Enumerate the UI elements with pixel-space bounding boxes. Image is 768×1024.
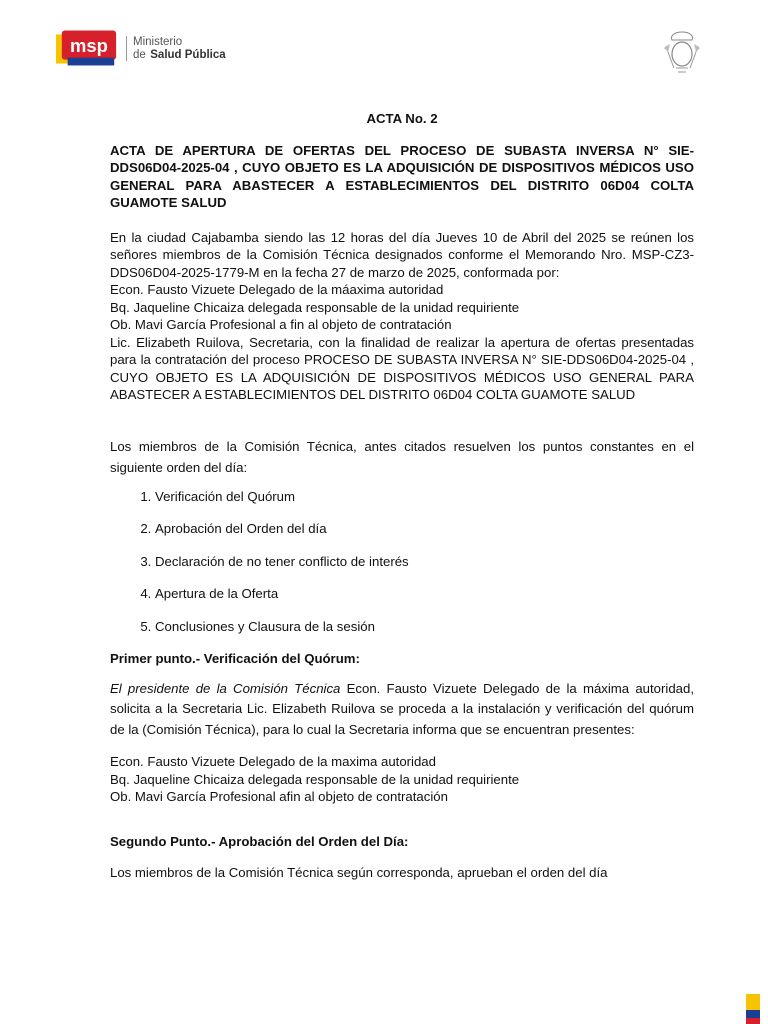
present-member-line: Econ. Fausto Vizuete Delegado de la maxima autoridad	[110, 754, 436, 769]
ministry-line2-prefix: de	[133, 48, 146, 61]
page-header	[0, 0, 768, 90]
national-seal-icon	[660, 28, 704, 76]
agenda-list	[110, 488, 694, 635]
first-point-paragraph	[110, 679, 694, 741]
member-line: Bq. Jaqueline Chicaiza delegada responsable de la unidad requiriente	[110, 299, 520, 315]
first-point-italic: El presidente de la Comisión Técnica	[110, 680, 341, 696]
ministry-name	[126, 36, 226, 61]
intro-paragraph: En la ciudad Cajabamba siendo las 12 horas del día Jueves 10 de Abril del 2025 se reúnen los señores miembros de la Comisión Técnica designados conforme el Memorando Nro. MSP-CZ3-DDS06D04-2025-1779-M en la fecha 27 de marzo de 2025, conformada por:	[110, 229, 694, 280]
present-members	[110, 753, 694, 806]
member-line: Ob. Mavi García Profesional a fin al objeto de contratación	[110, 317, 452, 332]
acta-title: ACTA No. 2	[366, 111, 438, 126]
msp-logo-mark	[56, 28, 120, 68]
acta-subject: ACTA DE APERTURA DE OFERTAS DEL PROCESO DE SUBASTA INVERSA N° SIE-DDS06D04-2025-04 , CUYO OBJETO ES LA ADQUISICIÓN DE DISPOSITIVOS MÉDICOS USO GENERAL PARA ABASTECER A ESTABLECIMIENTOS DEL DISTRITO 06D04 COLTA GUAMOTE SALUD	[110, 142, 694, 210]
logo-text: msp	[70, 34, 108, 56]
agenda-item: 2. Aprobación del Orden del día	[155, 520, 694, 537]
secretary-paragraph: Lic. Elizabeth Ruilova, Secretaria, con la finalidad de realizar la apertura de ofertas presentadas para la contratación del proceso PROCESO DE SUBASTA INVERSA N° SIE-DDS06D04-2025-04 , CUYO OBJETO ES LA ADQUISICIÓN DE DISPOSITIVOS MÉDICOS USO GENERAL PARA ABASTECER A ESTABLECIMIENTOS DEL DISTRITO 06D04 COLTA GUAMOTE SALUD	[110, 334, 694, 402]
first-point-title: Primer punto.- Verificación del Quórum:	[110, 651, 360, 666]
agenda-item: 4. Apertura de la Oferta	[155, 585, 694, 602]
ministry-line1: Ministerio	[133, 35, 183, 48]
present-member-line: Ob. Mavi García Profesional afin al objeto de contratación	[110, 789, 448, 804]
second-point-title: Segundo Punto.- Aprobación del Orden del Día:	[110, 833, 409, 849]
agenda-intro: Los miembros de la Comisión Técnica, antes citados resuelven los puntos constantes en el siguiente orden del día:	[110, 438, 694, 475]
footer-color-bar	[746, 994, 760, 1024]
member-line: Econ. Fausto Vizuete Delegado de la máaxima autoridad	[110, 282, 444, 297]
msp-logo	[56, 28, 226, 68]
first-point-text: Econ. Fausto Vizuete Delegado de la máxima autoridad, solicita a la Secretaria Lic. Elizabeth Ruilova se proceda a la instalación y verificación del quórum de la (Comisión Técnica), para lo cual la Secretaria informa que se encuentran presentes:	[110, 680, 694, 737]
document-body	[110, 108, 694, 882]
agenda-item: 5. Conclusiones y Clausura de la sesión	[155, 618, 694, 635]
present-member-line: Bq. Jaqueline Chicaiza delegada responsable de la unidad requiriente	[110, 771, 520, 787]
agenda-item: 3. Declaración de no tener conflicto de interés	[155, 553, 694, 570]
ministry-line2: Salud Pública	[150, 48, 226, 61]
agenda-item: 1. Verificación del Quórum	[155, 488, 694, 505]
second-point-text: Los miembros de la Comisión Técnica según corresponda, aprueban el orden del día	[110, 865, 608, 880]
